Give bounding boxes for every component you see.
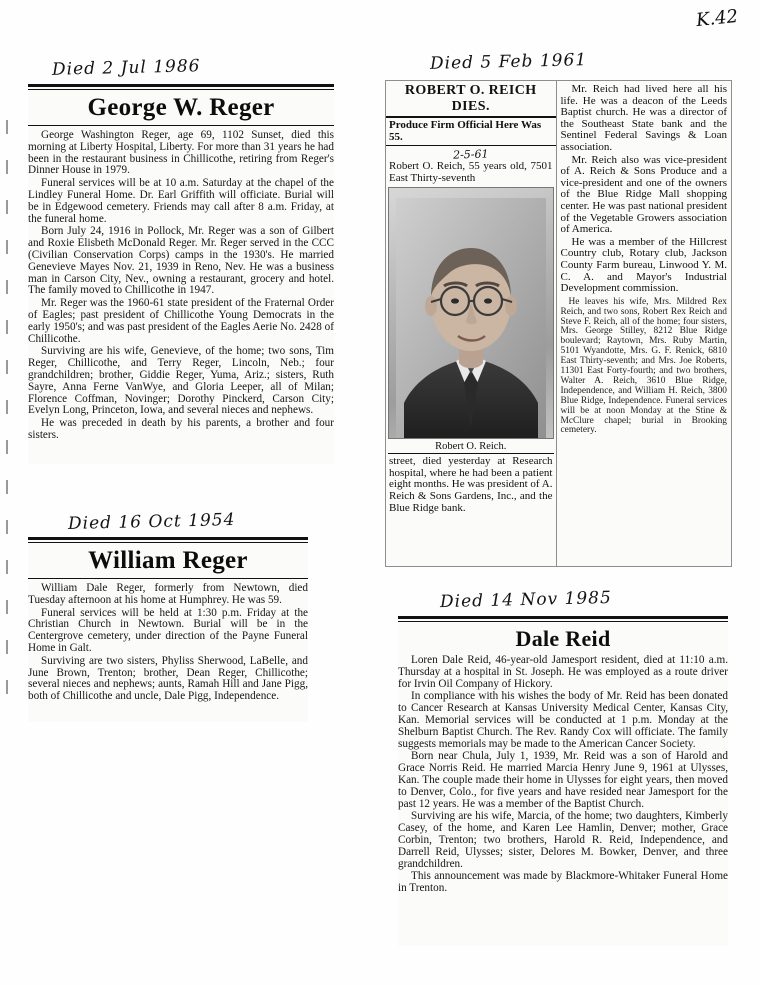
reich-right-paragraphs [561, 84, 728, 295]
paragraph: Mr. Reich had lived here all his life. He was a deacon of the Leeds Baptist church. He was a director of the Southeast State bank and the Sentinel Federal Savings & Loan association. [560, 83, 727, 153]
reich-survivors-block [561, 298, 728, 437]
subhead-robert-reich: Produce Firm Official Here Was 55. [389, 119, 542, 143]
headline-dale-reid: Dale Reid [515, 626, 611, 651]
rule-top [28, 537, 308, 540]
annotation-reid-died: Died 14 Nov 1985 [439, 587, 613, 613]
paragraph: Born July 24, 1916 in Pollock, Mr. Reger was a son of Gilbert and Roxie Elisbeth McDonald Reger. Mr. Reger served in the CCC (Civilian Conservation Corps) camps in the 1930's. He married Genevieve Mayes Nov. 21, 1939 in Reno, Nev. He was a business man in Carson City, Nev., owning a restaurant, grocery and hotel. The family moved to Chillicothe in 1947. [28, 225, 334, 297]
portrait-photo-robert-reich [388, 187, 554, 439]
body-george-reger [28, 130, 334, 442]
clipping-george-reger [28, 84, 334, 464]
paragraph: In compliance with his wishes the body of Mr. Reid has been donated to Cancer Research at Kansas University Medical Center, Kansas City, Kan. Memorial services will be conducted at 1 p.m. Monday at the Shelburn Baptist Church. The Rev. Randy Cox will officiate. The family suggests memorials may be made to the American Cancer Society. [398, 690, 728, 750]
reich-continued-text: street, died yesterday at Research hospital, where he had been a patient eight months. He was president of A. Reich & Sons Gardens, Inc., and the Blue Ridge bank. [389, 455, 553, 514]
rule-top [28, 84, 334, 87]
body-william-reger [28, 583, 308, 703]
rule-top-thin [28, 542, 308, 543]
annotation-george-reger-died: Died 2 Jul 1986 [51, 56, 201, 80]
clipping-dale-reid [398, 616, 728, 946]
paragraph: He leaves his wife, Mrs. Mildred Rex Reich, and two sons, Robert Rex Reich and Steve F. Reich, all of the home; four sisters, Mrs. George Stilley, 8212 Blue Ridge boulevard; Raytown, Mrs. Ruby Martin, 5101 Wyandotte, Mrs. G. F. Renick, 6810 East Thirty-seventh; and Mrs. Joe Roberts, 11301 East Forty-fourth; and two brothers, Walter A. Reich, 3610 Blue Ridge, Independence, and William H. Reich, 3800 Blue Ridge, Independence. Funeral services will be at noon Monday at the Stine & McClure chapel; burial in Brooking cemetery. [560, 296, 727, 436]
reich-lead-paragraph: Robert O. Reich, 55 years old, 7501 East Thirty-seventh [389, 160, 553, 184]
body-dale-reid [398, 655, 728, 895]
annotation-william-reger-died: Died 16 Oct 1954 [67, 509, 236, 535]
paragraph: He was a member of the Hillcrest Country club, Rotary club, Jackson County Farm bureau, Linwood Y. M. C. A. and Mayor's Industrial Development commission. [560, 235, 727, 295]
headline-robert-reich: ROBERT O. REICH DIES. [404, 83, 537, 114]
clipping-william-reger [28, 537, 308, 722]
paragraph: Surviving are his wife, Marcia, of the home; two daughters, Kimberly Casey, of the home, and Karen Lee Hamlin, Denver; mother, Grace Corbin, Trenton; two brothers, Harold R. Reid, Independence, and Darrell Reid, Ulysses; sister, Delores M. Bowker, Denver, and three grandchildren. [398, 810, 728, 870]
rule-top-thin [28, 89, 334, 90]
reich-date-stamp: 2-5-61 [452, 147, 489, 162]
paragraph: Mr. Reger was the 1960-61 state president of the Fraternal Order of Eagles; past president of Chillicothe Young Democrats in the early 1950's; and was past president of the Eagles Aerie No. 2428 of Chillicothe. [28, 297, 334, 345]
paragraph: Loren Dale Reid, 46-year-old Jamesport resident, died at 11:10 a.m. Thursday at a hospital in St. Joseph. He was employed as a route driver for Irvin Oil Company of Hickory. [398, 654, 728, 690]
reich-right-column [557, 81, 732, 566]
binder-edge-marks [6, 120, 12, 740]
paragraph: This announcement was made by Blackmore-Whitaker Funeral Home in Trenton. [398, 870, 728, 895]
paragraph: William Dale Reger, formerly from Newtown, died Tuesday afternoon at his home at Humphrey. He was 59. [28, 582, 308, 606]
paragraph: Funeral services will be held at 1:30 p.m. Friday at the Christian Church in Newtown. Burial will be in the Centergrove cemetery, under direction of the Payne Funeral Home in Galt. [28, 606, 308, 654]
page-corner-note: K.42 [694, 5, 739, 32]
headline-william-reger: William Reger [88, 547, 248, 574]
rule-top-thin [398, 621, 728, 622]
annotation-reich-died: Died 5 Feb 1961 [429, 50, 588, 74]
paragraph: Funeral services will be at 10 a.m. Saturday at the chapel of the Lindley Funeral Home. Dr. Earl Griffith will officiate. Burial will be in Edgewood cemetery. Friends may call after 8 a.m. Friday, at the funeral home. [28, 177, 334, 225]
reich-left-column [386, 81, 557, 566]
photo-caption: Robert O. Reich. [435, 441, 507, 453]
paragraph: Surviving are his wife, Genevieve, of the home; two sons, Tim Reger, Chillicothe, and Terry Reger, Lincoln, Neb.; four grandchildren; brother, Giddie Reger, Yuma, Ariz.; sisters, Ruth Sayre, Anna Ferne VanWye, and Gloria Leeper, all of Milan; Florence Coffman, Novinger; Dorothy Pinckerd, Carson City; Evelyn Long, Princeton, Iowa, and several nieces and nephews. [28, 345, 334, 417]
headline-george-reger: George W. Reger [87, 94, 275, 121]
paragraph: George Washington Reger, age 69, 1102 Sunset, died this morning at Liberty Hospital, Liberty. For more than 31 years he had been in the restaurant business in Chillicothe, retiring from Reger's Dinner House in 1979. [28, 129, 334, 177]
clipping-robert-reich [385, 80, 732, 567]
portrait-illustration [396, 198, 546, 439]
rule-under-headline [28, 125, 334, 126]
paragraph: Born near Chula, July 1, 1939, Mr. Reid was a son of Harold and Grace Norris Reid. He married Marcia Henry June 9, 1961 at Ulysses, Kan. The couple made their home in Ulysses for eight years, then moved to Denver, Colo., for five years and have resided near Jamesport for the past 12 years. He was a member of the Baptist Church. [398, 750, 728, 810]
paragraph: He was preceded in death by his parents, a brother and four sisters. [28, 417, 334, 441]
rule-under-headline [28, 578, 308, 579]
paragraph: Mr. Reich also was vice-president of A. Reich & Sons Produce and a vice-president and one of the owners of the Blue Ridge Mall shopping center. He was past national president of the Vegetable Growers association of America. [560, 153, 727, 236]
paragraph: Surviving are two sisters, Phyliss Sherwood, LaBelle, and June Brown, Trenton; brother, Dean Reger, Chillicothe; several nieces and nephews; aunts, Ramah Hill and Jane Pigg, both of Chillicothe and uncle, Dale Pigg, Independence. [28, 654, 308, 703]
rule-top [398, 616, 728, 619]
